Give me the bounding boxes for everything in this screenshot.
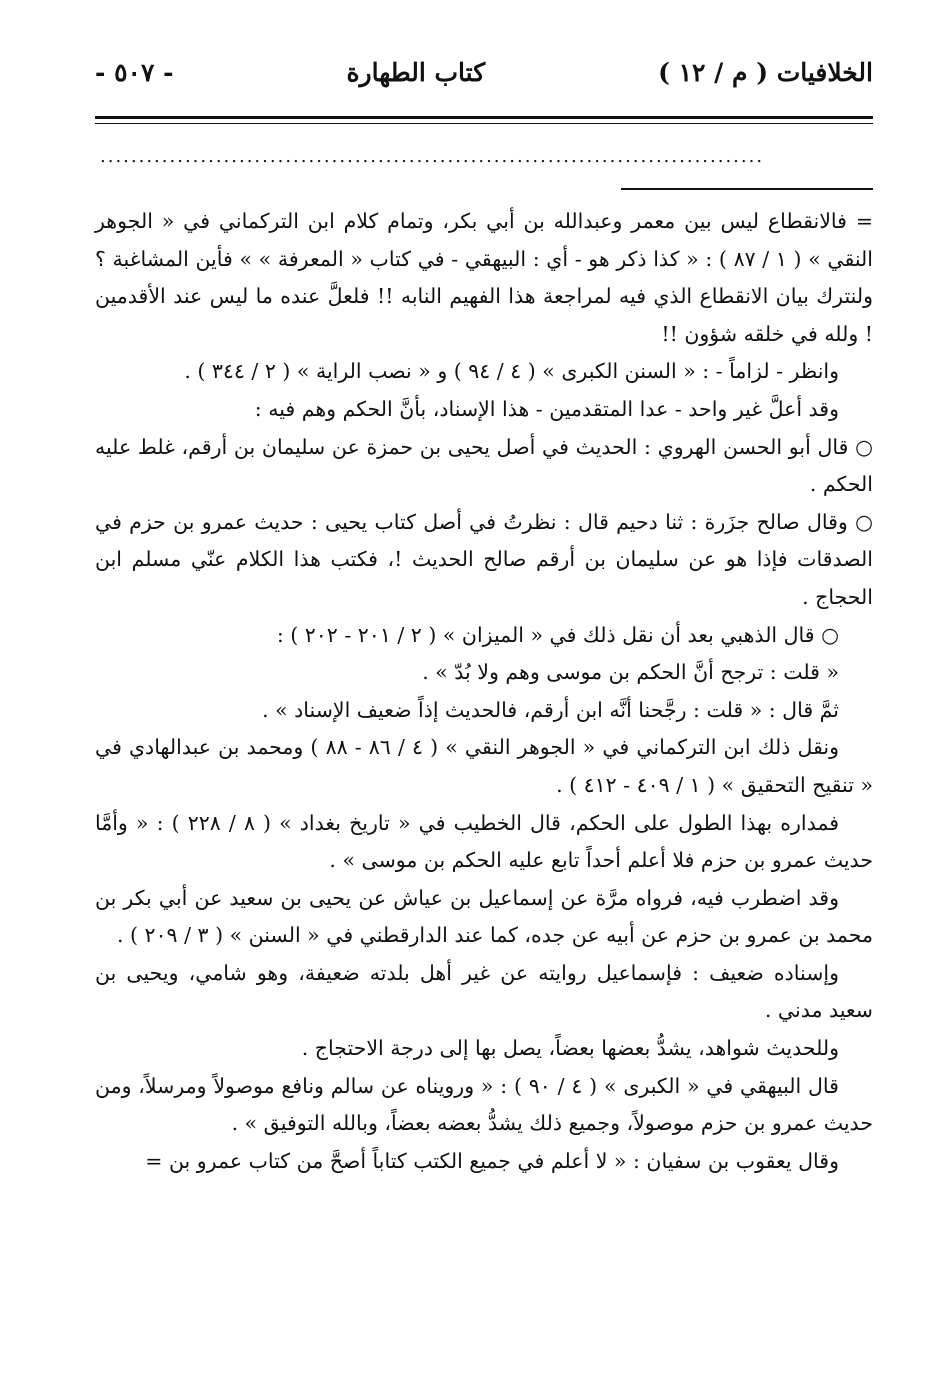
paragraph: وقال يعقوب بن سفيان : « لا أعلم في جميع الكتب كتاباً أصحَّ من كتاب عمرو بن = [145, 1148, 839, 1173]
footnote-rule [621, 188, 873, 190]
section-title: كتاب الطهارة [346, 57, 486, 87]
paragraph: قال البيهقي في « الكبرى » ( ٤ / ٩٠ ) : « ورويناه عن سالم ونافع موصولاً ومرسلاً، ومن حديث عمرو بن حزم موصولاً، وجميع ذلك يشدُّ بعضه بعضاً، وبالله التوفيق » . [95, 1073, 873, 1136]
paragraph: ○ قال الذهبي بعد أن نقل ذلك في « الميزان » ( ٢ / ٢٠١ - ٢٠٢ ) : [276, 622, 839, 647]
page-number: - ٥٠٧ - [95, 57, 174, 87]
paragraph: = فالانقطاع ليس بين معمر وعبدالله بن أبي بكر، وتمام كلام ابن التركماني في « الجوهر النقي » ( ١ / ٨٧ ) : « كذا ذكر هو - أي : البيهقي - في كتاب « المعرفة » » فأين المشاغبة ؟ ولنترك بيان الانقطاع الذي فيه لمراجعة هذا الفهيم النابه !! فلعلَّ عنده ما ليس عند الأقدمين ! ولله في خلقه شؤون !! [95, 209, 873, 346]
paragraph: وقد أعلَّ غير واحد - عدا المتقدمين - هذا الإسناد، بأنَّ الحكم وهم فيه : [254, 396, 839, 421]
paragraph: ○ قال أبو الحسن الهروي : الحديث في أصل يحيى بن حمزة عن سليمان بن أرقم، غلط عليه الحكم . [95, 434, 873, 497]
paragraph: ونقل ذلك ابن التركماني في « الجوهر النقي » ( ٤ / ٨٦ - ٨٨ ) ومحمد بن عبدالهادي في « تنقيح التحقيق » ( ١ / ٤٠٩ - ٤١٢ ) . [95, 735, 873, 797]
paragraph: ثمَّ قال : « قلت : رجَّحنا أنَّه ابن أرقم، فالحديث إذاً ضعيف الإسناد » . [262, 697, 839, 722]
page-header [95, 52, 873, 92]
running-title: الخلافيات ( م / ١٢ ) [658, 57, 873, 87]
paragraph: وقد اضطرب فيه، فرواه مرَّة عن إسماعيل بن عياش عن يحيى بن سعيد عن أبي بكر بن محمد بن عمرو بن حزم عن أبيه عن جده، كما عند الدارقطني في « السنن » ( ٣ / ٢٠٩ ) . [95, 885, 873, 948]
paragraph: وانظر - لزاماً - : « السنن الكبرى » ( ٤ / ٩٤ ) و « نصب الراية » ( ٢ / ٣٤٤ ) . [184, 359, 839, 384]
paragraph: وإسناده ضعيف : فإسماعيل روايته عن غير أهل بلدته ضعيفة، وهو شامي، ويحيى بن سعيد مدني . [95, 960, 873, 1023]
paragraph: ○ وقال صالح جزَرة : ثنا دحيم قال : نظرتُ في أصل كتاب يحيى : حديث عمرو بن حزم في الصدقات فإذا هو عن سليمان بن أرقم صالح الحديث !، فكتب هذا الكلام عنّي مسلم ابن الحجاج . [95, 509, 873, 609]
paragraph: فمداره بهذا الطول على الحكم، قال الخطيب في « تاريخ بغداد » ( ٨ / ٢٢٨ ) : « وأمَّا حديث عمرو بن حزم فلا أعلم أحداً تابع عليه الحكم بن موسى » . [95, 810, 873, 873]
paragraph: « قلت : ترجح أنَّ الحكم بن موسى وهم ولا بُدّ » . [422, 660, 839, 685]
footnote-body [95, 203, 873, 1180]
paragraph: وللحديث شواهد، يشدُّ بعضها بعضاً، يصل بها إلى درجة الاحتجاج . [301, 1036, 839, 1061]
header-double-rule [95, 116, 873, 124]
dotted-separator: ...................................................................................... [100, 146, 765, 167]
